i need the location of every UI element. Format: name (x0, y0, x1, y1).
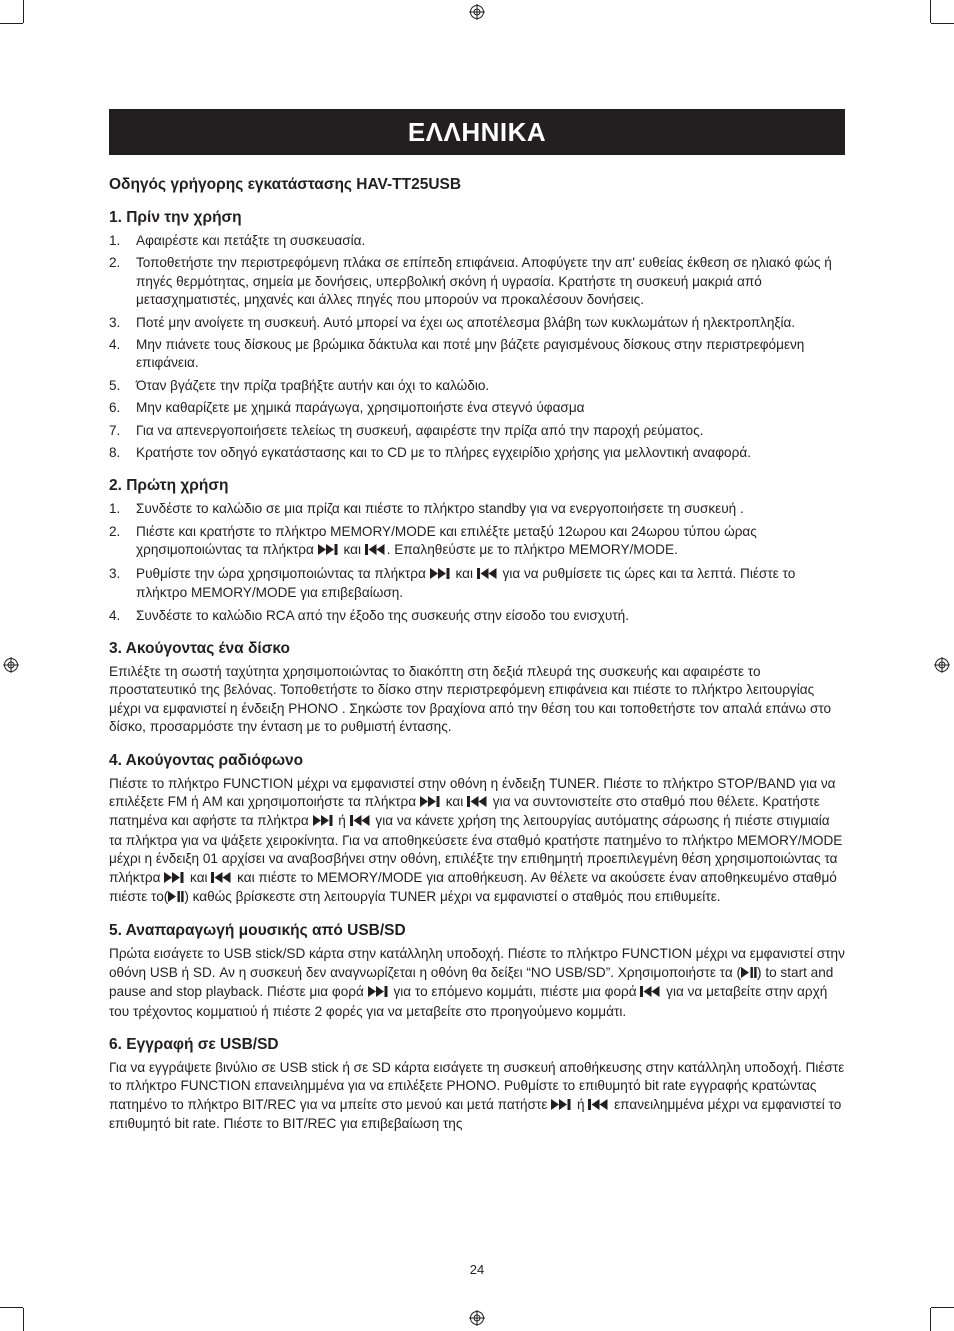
item-text: Ρυθμίστε την ώρα χρησιμοποιώντας τα πλήκτρα (136, 565, 430, 581)
item-text: Συνδέστε το καλώδιο RCA από την έξοδο της συσκευής στην είσοδο του ενισχυτή. (136, 607, 630, 623)
skip-forward-icon (368, 984, 390, 1002)
section-heading: 6. Εγγραφή σε USB/SD (109, 1036, 279, 1053)
item-number: 1. (109, 233, 121, 248)
paragraph-text: ) to start and pause and stop playback. Πιέστε μια φορά (109, 964, 834, 1000)
skip-back-icon (588, 1097, 610, 1115)
document-title: Οδηγός γρήγορης εγκατάστασης HAV-TT25USB (109, 176, 462, 193)
section-playing-record (109, 639, 845, 737)
item-text: και (451, 565, 477, 581)
section-heading: 3. Ακούγοντας ένα δίσκο (109, 639, 290, 657)
section-paragraph: Επιλέξτε τη σωστή ταχύτητα χρησιμοποιώντας το διακόπτη στη δεξιά πλευρά της συσκευής και αφαιρέστε το προστατευτικό της βελόνας. Τοποθετήστε το δίσκο στην περιστρεφόμενη επιφάνεια και πιέστε το πλήκτρο λειτουργίας μέχρι να εμφανιστεί η ένδειξη PHONO . Σηκώστε τον βραχίονα από την θέση του και τοποθετήστε τον απαλά επάνω στο δίσκο, προσαρμόστε την ένταση με το ρυθμιστή έντασης. (109, 663, 832, 735)
section-paragraph (109, 1059, 845, 1134)
crop-mark-tl-v (23, 0, 24, 23)
item-text: για να ρυθμίσετε τις ώρες και τα λεπτά. Πιέστε το πλήκτρο MEMORY/MODE για επιβεβαίωση. (136, 565, 796, 601)
skip-back-icon (467, 794, 489, 812)
language-banner: ΕΛΛΗΝΙΚΑ (109, 109, 845, 155)
paragraph-text: και (186, 869, 212, 885)
item-text: και (339, 542, 365, 558)
paragraph-text: για να μεταβείτε στην αρχή του τρέχοντος κομματιού ή πιέστε 2 φορές για να μεταβείτε στο προηγούμενο κομμάτι. (109, 984, 828, 1019)
skip-back-icon (211, 870, 233, 888)
section-heading: 4. Ακούγοντας ραδιόφωνο (109, 751, 304, 769)
item-text: Για να απενεργοποιήσετε τελείως τη συσκευή, αφαιρέστε την πρίζα από την παροχή ρεύματος. (136, 422, 704, 438)
list-item (109, 500, 845, 518)
crop-mark-br-v (930, 1308, 931, 1331)
play-pause-icon (741, 965, 757, 983)
section-usb-sd-playback (109, 921, 845, 1021)
instruction-list (109, 500, 845, 624)
crop-mark-tl-h (0, 23, 23, 24)
section-heading: 2. Πρώτη χρήση (109, 477, 229, 495)
skip-back-icon (350, 813, 372, 831)
crop-mark-br-h (931, 1307, 954, 1308)
section-heading: 1. Πρίν την χρήση (109, 209, 242, 226)
skip-back-icon (640, 984, 662, 1002)
skip-forward-icon (313, 813, 335, 831)
paragraph-text: ) καθώς βρίσκεστε στη λειτουργία TUNER μέχρι να εμφανιστεί ο σταθμός που επιθυμείτε. (184, 888, 721, 904)
skip-back-icon (365, 542, 387, 560)
skip-forward-icon (164, 870, 186, 888)
item-number: 5. (109, 377, 121, 393)
paragraph-text: και πιέστε το MEMORY/MODE για αποθήκευση. Αν θέλετε να ακούσετε έναν αποθηκευμένο σταθμό πιέστε το( (109, 869, 837, 904)
section-usb-sd-recording (109, 1035, 845, 1134)
paragraph-text: Πρώτα εισάγετε το USB stick/SD κάρτα στην κατάλληλη υποδοχή. Πιέστε το πλήκτρο FUNCTION μέχρι να εμφανιστεί στην οθόνη USB ή SD. Αν η συσκευή δεν αναγνωρίζεται η οθόνη θα δείξει “NO USB/SD”. Χρησιμοποιήστε τα ( (109, 946, 845, 980)
page-number: 24 (469, 1262, 485, 1277)
paragraph-text: Πιέστε το πλήκτρο FUNCTION μέχρι να εμφανιστεί στην οθόνη η ένδειξη TUNER. Πιέστε το πλήκτρο STOP/BAND για να επιλέξετε FM ή AM και χρησιμοποιήστε τα πλήκτρα (109, 775, 836, 809)
item-number: 2. (109, 523, 121, 539)
list-item (109, 607, 845, 625)
list-item (109, 336, 845, 373)
section-paragraph (109, 775, 845, 908)
crop-mark-tr-v (930, 0, 931, 23)
manual-content (109, 175, 845, 1134)
paragraph-text: επανειλημμένα μέχρι να εμφανιστεί το επιθυμητό bit rate. Πιέστε το BIT/REC για επιβεβαίωση της (109, 1096, 842, 1132)
list-item (109, 565, 845, 603)
item-number: 3. (109, 565, 121, 581)
list-item (109, 377, 845, 395)
list-item (109, 314, 845, 332)
item-number: 4. (109, 337, 121, 353)
item-text: Πιέστε και κρατήστε το πλήκτρο MEMORY/MODE και επιλέξτε μεταξύ 12ωρου και 24ωρου τύπου ώρας χρησιμοποιώντας τα πλήκτρα (136, 523, 757, 558)
item-number: 3. (109, 314, 121, 330)
item-number: 7. (109, 422, 121, 438)
item-number: 4. (109, 607, 121, 623)
item-number: 2. (109, 255, 121, 271)
instruction-list (109, 232, 845, 462)
item-text: Συνδέστε το καλώδιο σε μια πρίζα και πιέστε το πλήκτρο standby για να ενεργοποιήσετε τη συσκευή . (136, 501, 744, 517)
paragraph-text: Για να εγγράψετε βινύλιο σε USB stick ή σε SD κάρτα εισάγετε τη συσκευή αποθήκευσης στην κατάλληλη υποδοχή. Πιέστε το πλήκτρο FUNCTION επανειλημμένα για να επιλέξετε PHONO. Ρυθμίστε το επιθυμητό bit rate εγγραφής κρατώντας πατημένο το πλήκτρο BIT/REC για να μπείτε στο μενού και μετά πατήστε (109, 1060, 845, 1112)
item-text: Όταν βγάζετε την πρίζα τραβήξτε αυτήν και όχι το καλώδιο. (136, 377, 490, 393)
section-heading: 5. Αναπαραγωγή μουσικής από USB/SD (109, 922, 406, 940)
list-item (109, 444, 845, 462)
list-item (109, 254, 845, 309)
crop-mark-tr-h (931, 23, 954, 24)
registration-mark-icon (934, 657, 950, 673)
paragraph-text: ή (573, 1096, 589, 1112)
item-number: 1. (109, 501, 121, 517)
registration-mark-icon (3, 657, 19, 673)
item-text: Αφαιρέστε και πετάξτε τη συσκευασία. (136, 233, 366, 248)
list-item (109, 523, 845, 561)
list-item (109, 399, 845, 417)
item-text: Κρατήστε τον οδηγό εγκατάστασης και το CD με το πλήρες εγχειρίδιο χρήσης για μελλοντική αναφορά. (136, 445, 751, 461)
crop-mark-bl-v (23, 1308, 24, 1331)
item-text: Μην καθαρίζετε με χημικά παράγωγα, χρησιμοποιήστε ένα στεγνό ύφασμα (136, 400, 585, 416)
play-pause-icon (168, 889, 184, 907)
skip-forward-icon (318, 542, 340, 560)
skip-forward-icon (430, 566, 452, 584)
registration-mark-icon (469, 1310, 485, 1326)
section-paragraph (109, 945, 845, 1021)
skip-back-icon (477, 566, 499, 584)
item-text: Ποτέ μην ανοίγετε τη συσκευή. Αυτό μπορεί να έχει ως αποτέλεσμα βλάβη των κυκλωμάτων ή ηλεκτροπληξία. (136, 314, 796, 330)
crop-mark-bl-h (0, 1307, 23, 1308)
item-text: . Επαληθεύστε με το πλήκτρο MEMORY/MODE. (386, 542, 678, 558)
paragraph-text: ή (334, 813, 350, 829)
registration-mark-icon (469, 4, 485, 20)
item-number: 6. (109, 400, 121, 416)
paragraph-text: και (441, 793, 467, 809)
paragraph-text: για το επόμενο κομμάτι, πιέστε μια φορά (389, 984, 641, 1000)
list-item (109, 232, 845, 250)
paragraph-text: για να συντονιστείτε στο σταθμό που θέλετε. Κρατήστε πατημένα και αφήστε τα πλήκτρα (109, 793, 820, 829)
section-first-use (109, 476, 845, 624)
skip-forward-icon (420, 794, 442, 812)
item-number: 8. (109, 445, 121, 461)
paragraph-text: για να κάνετε χρήση της λειτουργίας αυτόματης σάρωσης ή πιέστε στιγμιαία τα πλήκτρα για να ψάξετε χειροκίνητα. Για να αποθηκεύσετε ένα σταθμό κρατήστε πατημένο το πλήκτρο MEMORY/MODE μέχρι η ένδειξη 01 αρχίσει να αναβοσβήνει στην οθόνη, επιλέξτε την επιθημητή προεπιλεγμένη θέση χρησιμοποιώντας τα πλήκτρα (109, 813, 843, 885)
item-text: Μην πιάνετε τους δίσκους με βρώμικα δάκτυλα και ποτέ μην βάζετε ραγισμένους δίσκους στην περιστρεφόμενη επιφάνεια. (136, 337, 805, 371)
section-before-use (109, 208, 845, 462)
skip-forward-icon (551, 1097, 573, 1115)
list-item (109, 422, 845, 440)
item-text: Τοποθετήστε την περιστρεφόμενη πλάκα σε επίπεδη επιφάνεια. Αποφύγετε την απ' ευθείας έκθεση σε ηλιακό φώς ή πηγές θερμότητας, σημεία με δονήσεις, υπερβολική σκόνη ή υγρασία. Κρατήστε τη συσκευή μακριά από μετασχηματιστές, μηχανές και άλλες πηγές που μπορούν να προκαλέσουν δονήσεις. (136, 255, 832, 308)
section-radio (109, 751, 845, 908)
